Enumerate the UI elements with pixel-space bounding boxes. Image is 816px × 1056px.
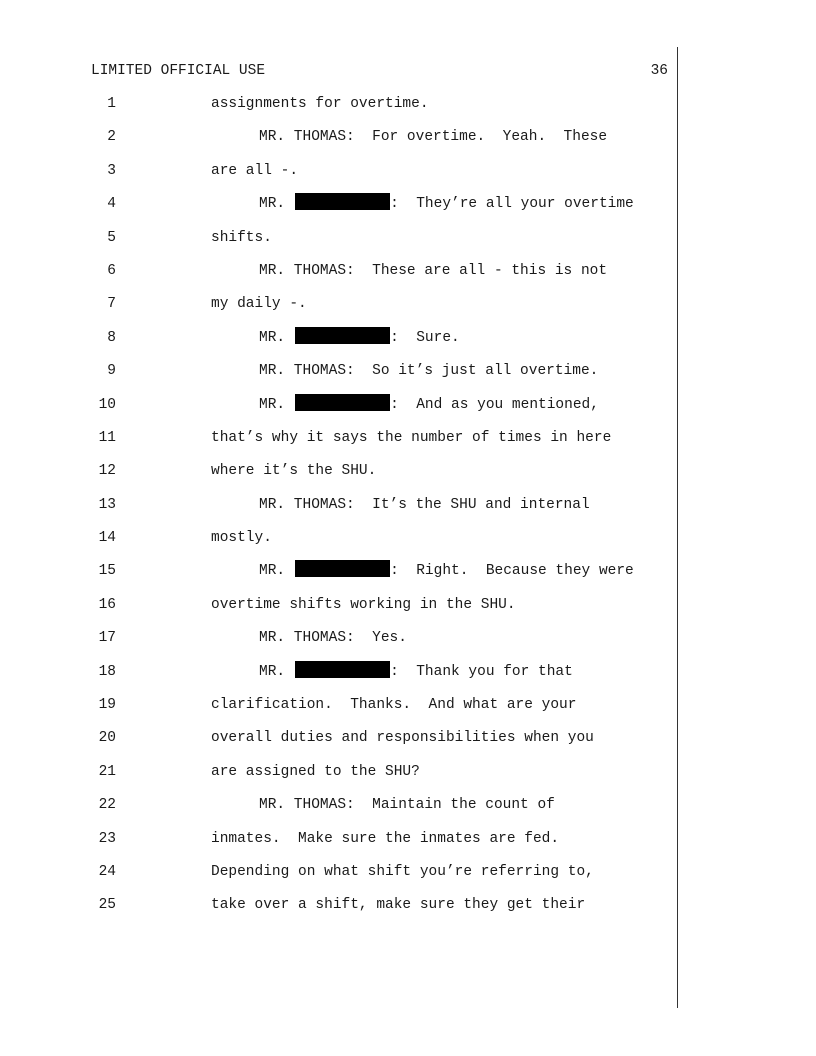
speaker-statement: : Thank you for that — [390, 663, 573, 680]
line-text: are assigned to the SHU? — [211, 763, 420, 780]
redaction-box — [295, 661, 390, 678]
line-text: MR. THOMAS: So it’s just all overtime. — [259, 363, 599, 380]
speaker-prefix: MR. — [259, 329, 286, 346]
margin-rule — [677, 47, 678, 1008]
line-number: 13 — [98, 496, 116, 513]
speaker-prefix: MR. — [259, 563, 286, 580]
speaker-statement: : And as you mentioned, — [390, 396, 599, 413]
line-number: 23 — [98, 830, 116, 847]
line-number: 12 — [98, 463, 116, 480]
line-number: 3 — [107, 162, 116, 179]
line-number: 2 — [107, 129, 116, 146]
line-number: 10 — [98, 396, 116, 413]
line-text: MR. THOMAS: It’s the SHU and internal — [259, 496, 590, 513]
line-text: MR. THOMAS: For overtime. Yeah. These — [259, 129, 608, 146]
line-text: assignments for overtime. — [211, 96, 429, 112]
line-number: 22 — [98, 797, 116, 814]
transcript-line — [0, 160, 676, 193]
line-text — [259, 661, 573, 683]
line-text: MR. THOMAS: These are all - this is not — [259, 262, 608, 279]
line-text — [259, 327, 460, 349]
transcript-line — [0, 727, 676, 760]
line-text: where it’s the SHU. — [211, 463, 377, 480]
transcript-line — [0, 861, 676, 894]
line-number: 15 — [98, 563, 116, 580]
line-number: 4 — [107, 196, 116, 213]
redaction-box — [295, 193, 390, 210]
redaction-box — [295, 560, 390, 577]
line-number: 25 — [98, 897, 116, 914]
line-text: MR. THOMAS: Yes. — [259, 630, 407, 647]
line-number: 7 — [107, 296, 116, 313]
redaction-box — [295, 394, 390, 411]
line-text — [259, 394, 599, 416]
line-number: 1 — [107, 96, 116, 112]
line-number: 5 — [107, 229, 116, 246]
transcript-line — [0, 126, 676, 159]
line-number: 6 — [107, 262, 116, 279]
transcript-line — [0, 494, 676, 527]
transcript-line — [0, 560, 676, 593]
speaker-prefix: MR. — [259, 396, 286, 413]
transcript-line — [0, 93, 676, 126]
line-text: take over a shift, make sure they get their — [211, 897, 586, 914]
speaker-prefix: MR. — [259, 196, 286, 213]
line-number: 11 — [98, 429, 116, 446]
line-number: 17 — [98, 630, 116, 647]
transcript-line — [0, 527, 676, 560]
transcript-line — [0, 694, 676, 727]
line-number: 20 — [98, 730, 116, 747]
transcript-line — [0, 293, 676, 326]
page-header — [91, 61, 668, 81]
line-text: inmates. Make sure the inmates are fed. — [211, 830, 560, 847]
line-text: MR. THOMAS: Maintain the count of — [259, 797, 555, 814]
line-text: overtime shifts working in the SHU. — [211, 596, 516, 613]
redaction-box — [295, 327, 390, 344]
transcript-line — [0, 794, 676, 827]
transcript-line — [0, 360, 676, 393]
transcript-line — [0, 761, 676, 794]
speaker-prefix: MR. — [259, 663, 286, 680]
line-text: are all -. — [211, 162, 299, 179]
line-text: that’s why it says the number of times in here — [211, 429, 612, 446]
line-number: 21 — [98, 763, 116, 780]
transcript-line — [0, 227, 676, 260]
line-number: 9 — [107, 363, 116, 380]
line-text: shifts. — [211, 229, 272, 246]
speaker-statement: : Sure. — [390, 329, 460, 346]
line-text: mostly. — [211, 530, 272, 547]
transcript-body — [0, 93, 676, 928]
transcript-line — [0, 894, 676, 927]
transcript-line — [0, 594, 676, 627]
transcript-line — [0, 327, 676, 360]
transcript-line — [0, 193, 676, 226]
speaker-statement: : They’re all your overtime — [390, 196, 634, 213]
line-text: my daily -. — [211, 296, 307, 313]
classification-marking: LIMITED OFFICIAL USE — [91, 63, 266, 79]
line-text: overall duties and responsibilities when you — [211, 730, 594, 747]
transcript-line — [0, 260, 676, 293]
transcript-line — [0, 394, 676, 427]
line-text — [259, 560, 634, 582]
line-number: 19 — [98, 697, 116, 714]
transcript-line — [0, 460, 676, 493]
transcript-line — [0, 828, 676, 861]
line-text: clarification. Thanks. And what are your — [211, 697, 577, 714]
speaker-statement: : Right. Because they were — [390, 563, 634, 580]
line-text: Depending on what shift you’re referring to, — [211, 863, 594, 880]
transcript-line — [0, 627, 676, 660]
line-text — [259, 193, 634, 215]
line-number: 24 — [98, 863, 116, 880]
line-number: 16 — [98, 596, 116, 613]
transcript-line — [0, 427, 676, 460]
page-number: 36 — [650, 63, 668, 79]
line-number: 18 — [98, 663, 116, 680]
line-number: 14 — [98, 530, 116, 547]
line-number: 8 — [107, 329, 116, 346]
transcript-line — [0, 661, 676, 694]
